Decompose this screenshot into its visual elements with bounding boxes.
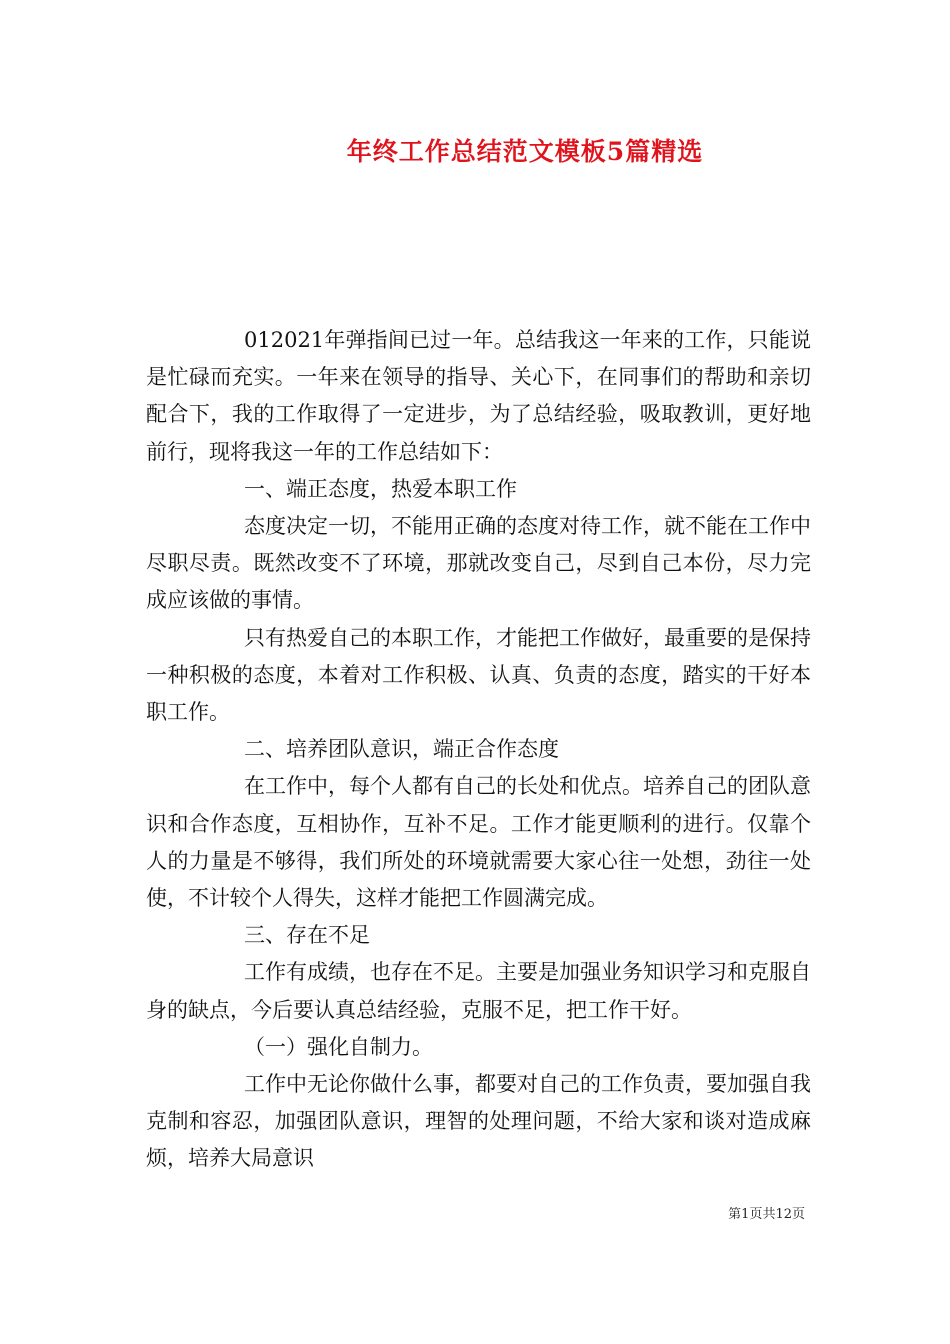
paragraph-intro: 012021年弹指间已过一年。总结我这一年来的工作，只能说是忙碌而充实。一年来在领导的指导、关心下，在同事们的帮助和亲切配合下，我的工作取得了一定进步，为了总结经验，吸取教训，更好地前行，现将我这一年的工作总结如下：	[146, 328, 811, 464]
document-title: 年终工作总结范文模板5篇精选	[346, 137, 704, 166]
page-number-footer: 第1页共12页	[728, 1207, 805, 1222]
paragraph: 工作中无论你做什么事，都要对自己的工作负责，要加强自我克制和容忍，加强团队意识，理智的处理问题，不给大家和谈对造成麻烦，培养大局意识	[146, 1072, 811, 1171]
section-heading-3: 三、存在不足	[244, 923, 370, 948]
paragraph: 在工作中，每个人都有自己的长处和优点。培养自己的团队意识和合作态度，互相协作，互补不足。工作才能更顺利的进行。仅靠个人的力量是不够得，我们所处的环境就需要大家心往一处想，劲往一处使，不计较个人得失，这样才能把工作圆满完成。	[146, 774, 811, 911]
paragraph: 只有热爱自己的本职工作，才能把工作做好，最重要的是保持一种积极的态度，本着对工作积极、认真、负责的态度，踏实的干好本职工作。	[146, 625, 811, 725]
subsection-heading-1: （一）强化自制力。	[244, 1034, 433, 1059]
section-heading-2: 二、培养团队意识，端正合作态度	[244, 737, 559, 762]
document-body	[146, 322, 811, 1178]
section-heading-1: 一、端正态度，热爱本职工作	[244, 476, 517, 501]
paragraph: 工作有成绩，也存在不足。主要是加强业务知识学习和克服自身的缺点，今后要认真总结经验，克服不足，把工作干好。	[146, 960, 811, 1022]
paragraph: 态度决定一切，不能用正确的态度对待工作，就不能在工作中尽职尽责。既然改变不了环境，那就改变自己，尽到自己本份，尽力完成应该做的事情。	[146, 514, 811, 613]
